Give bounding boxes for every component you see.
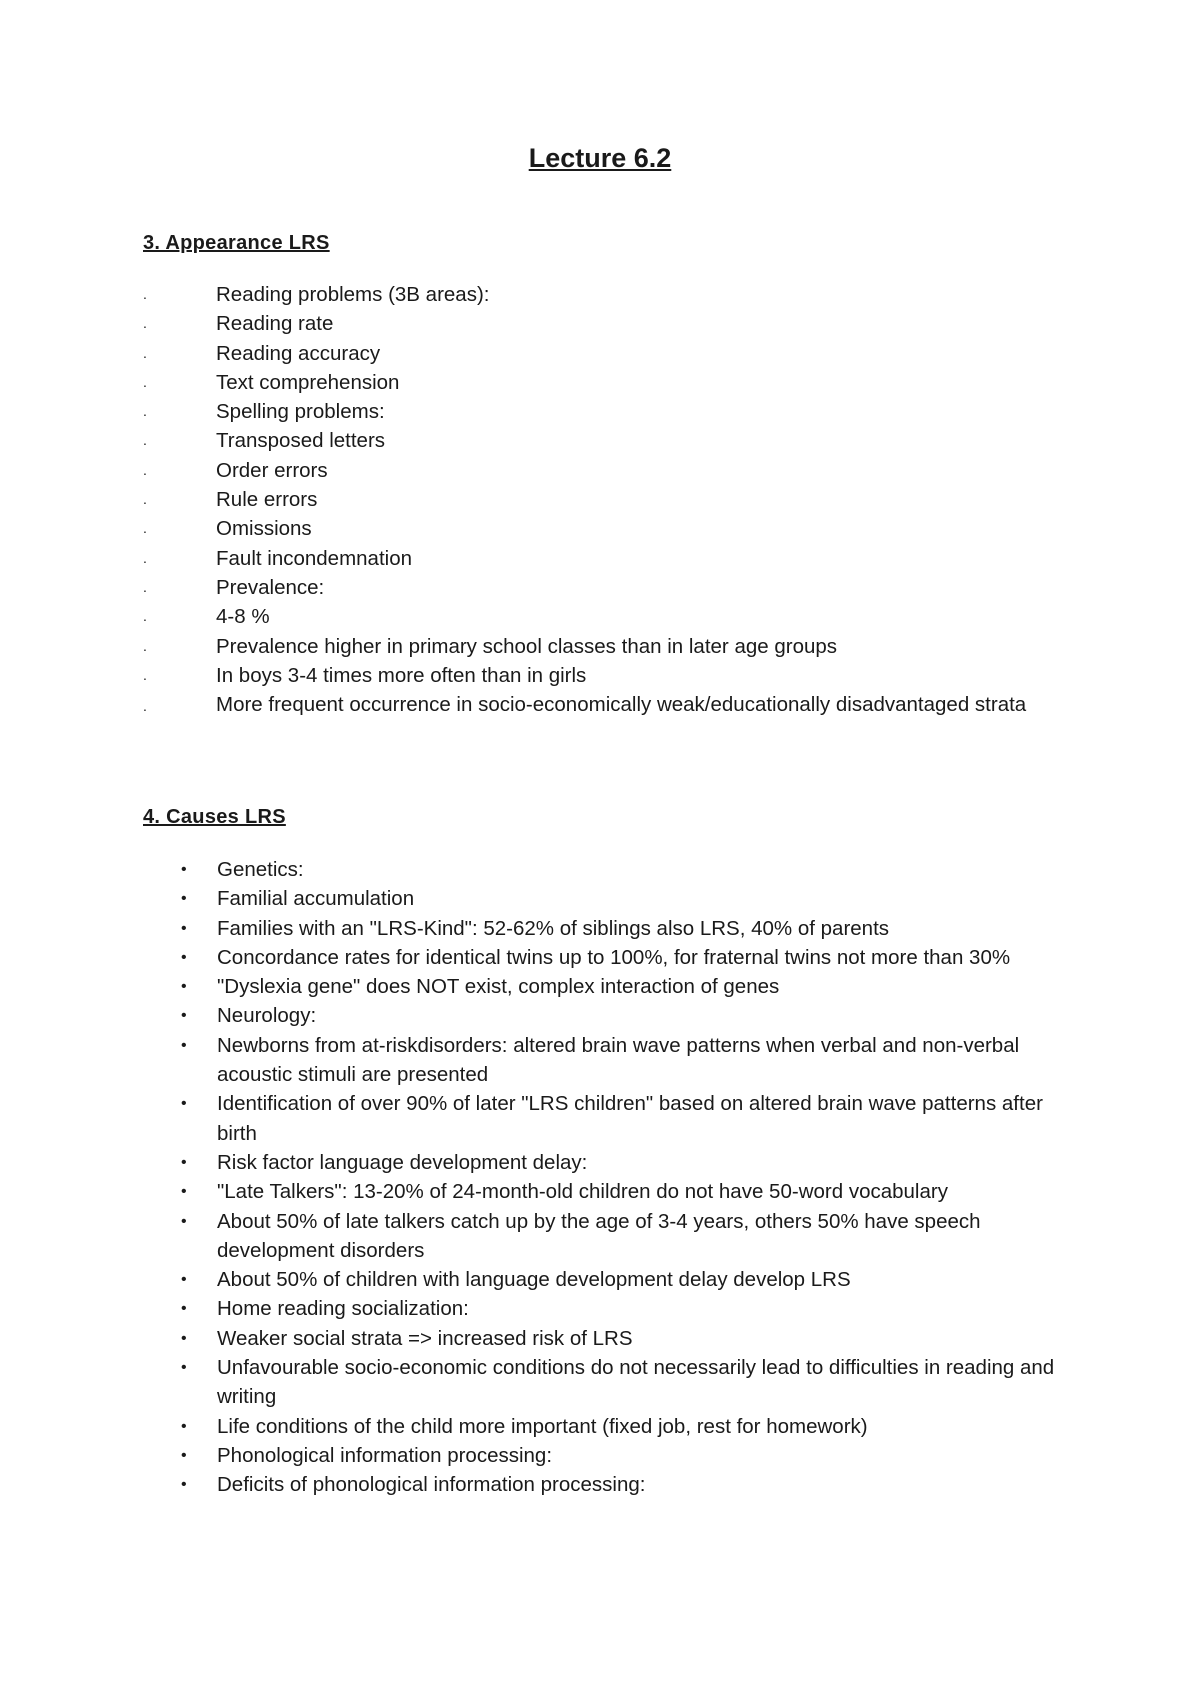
bullet-icon: • xyxy=(181,919,187,937)
list-item: . Prevalence higher in primary school classes than in later age groups xyxy=(143,632,1063,661)
list-item: . Transposed letters xyxy=(143,426,1063,455)
bullet-icon: • xyxy=(181,1212,187,1230)
list-item: • Newborns from at-riskdisorders: altered brain wave patterns when verbal and non-verbal acoustic stimuli are presented xyxy=(143,1031,1063,1090)
section-heading-appearance: 3. Appearance LRS xyxy=(143,232,330,254)
list-item: . Reading problems (3B areas): xyxy=(143,280,1063,309)
dot-marker: . xyxy=(143,432,147,449)
dot-marker: . xyxy=(143,608,147,625)
list-item: . Order errors xyxy=(143,456,1063,485)
page-title: Lecture 6.2 xyxy=(528,143,672,173)
bullet-icon: • xyxy=(181,1153,187,1171)
dot-marker: . xyxy=(143,373,147,390)
bullet-icon: • xyxy=(181,1329,187,1347)
bullet-icon: • xyxy=(181,1359,187,1377)
dot-marker: . xyxy=(143,344,147,361)
bullet-icon: • xyxy=(181,1183,187,1201)
list-item: . Rule errors xyxy=(143,485,1063,514)
list-item: • About 50% of children with language development delay develop LRS xyxy=(143,1265,1063,1294)
bullet-icon: • xyxy=(181,1036,187,1054)
list-item: . Omissions xyxy=(143,514,1063,543)
list-item: • Home reading socialization: xyxy=(143,1294,1063,1323)
list-item: . Spelling problems: xyxy=(143,397,1063,426)
causes-list xyxy=(143,855,1063,1500)
bullet-icon: • xyxy=(181,978,187,996)
list-item: • About 50% of late talkers catch up by the age of 3-4 years, others 50% have speech development disorders xyxy=(143,1207,1063,1266)
list-item: . Text comprehension xyxy=(143,368,1063,397)
list-item: • "Late Talkers": 13-20% of 24-month-old children do not have 50-word vocabulary xyxy=(143,1177,1063,1206)
dot-marker: . xyxy=(143,403,147,420)
dot-marker: . xyxy=(143,286,147,302)
list-item: . Prevalence: xyxy=(143,573,1063,602)
dot-marker: . xyxy=(143,578,147,595)
bullet-icon: • xyxy=(181,861,187,878)
dot-marker: . xyxy=(143,491,147,508)
section-heading-causes: 4. Causes LRS xyxy=(143,806,286,828)
bullet-icon: • xyxy=(181,948,187,966)
bullet-icon: • xyxy=(181,1446,187,1464)
bullet-icon: • xyxy=(181,890,187,908)
list-item: • Identification of over 90% of later "LRS children" based on altered brain wave patterns after birth xyxy=(143,1089,1063,1148)
bullet-icon: • xyxy=(181,1300,187,1318)
list-item: . Fault incondemnation xyxy=(143,544,1063,573)
dot-marker: . xyxy=(143,698,147,715)
bullet-icon: • xyxy=(181,1417,187,1435)
dot-marker: . xyxy=(143,549,147,566)
list-item: . More frequent occurrence in socio-economically weak/educationally disadvantaged strata xyxy=(143,690,1063,721)
list-item: . 4-8 % xyxy=(143,602,1063,631)
list-item: • Deficits of phonological information processing: xyxy=(143,1470,1063,1499)
bullet-icon: • xyxy=(181,1476,187,1494)
list-item: . In boys 3-4 times more often than in girls xyxy=(143,661,1063,690)
list-item: • Genetics: xyxy=(143,855,1063,884)
list-item: . Reading accuracy xyxy=(143,339,1063,368)
list-item: • Familial accumulation xyxy=(143,884,1063,913)
list-item: • Neurology: xyxy=(143,1001,1063,1030)
list-item: • Phonological information processing: xyxy=(143,1441,1063,1470)
bullet-icon: • xyxy=(181,1007,187,1025)
list-item: • Concordance rates for identical twins up to 100%, for fraternal twins not more than 30% xyxy=(143,943,1063,972)
dot-marker: . xyxy=(143,666,147,683)
dot-marker: . xyxy=(143,461,147,478)
list-item: • Families with an "LRS-Kind": 52-62% of siblings also LRS, 40% of parents xyxy=(143,914,1063,943)
dot-marker: . xyxy=(143,637,147,654)
list-item: • Life conditions of the child more important (fixed job, rest for homework) xyxy=(143,1412,1063,1441)
appearance-list xyxy=(143,280,1063,721)
list-item: • Risk factor language development delay: xyxy=(143,1148,1063,1177)
list-item: • "Dyslexia gene" does NOT exist, complex interaction of genes xyxy=(143,972,1063,1001)
list-item: • Weaker social strata => increased risk of LRS xyxy=(143,1324,1063,1353)
dot-marker: . xyxy=(143,520,147,537)
bullet-icon: • xyxy=(181,1095,187,1113)
list-item: . Reading rate xyxy=(143,309,1063,338)
bullet-icon: • xyxy=(181,1271,187,1289)
dot-marker: . xyxy=(143,315,147,332)
list-item: • Unfavourable socio-economic conditions do not necessarily lead to difficulties in reading and writing xyxy=(143,1353,1063,1412)
